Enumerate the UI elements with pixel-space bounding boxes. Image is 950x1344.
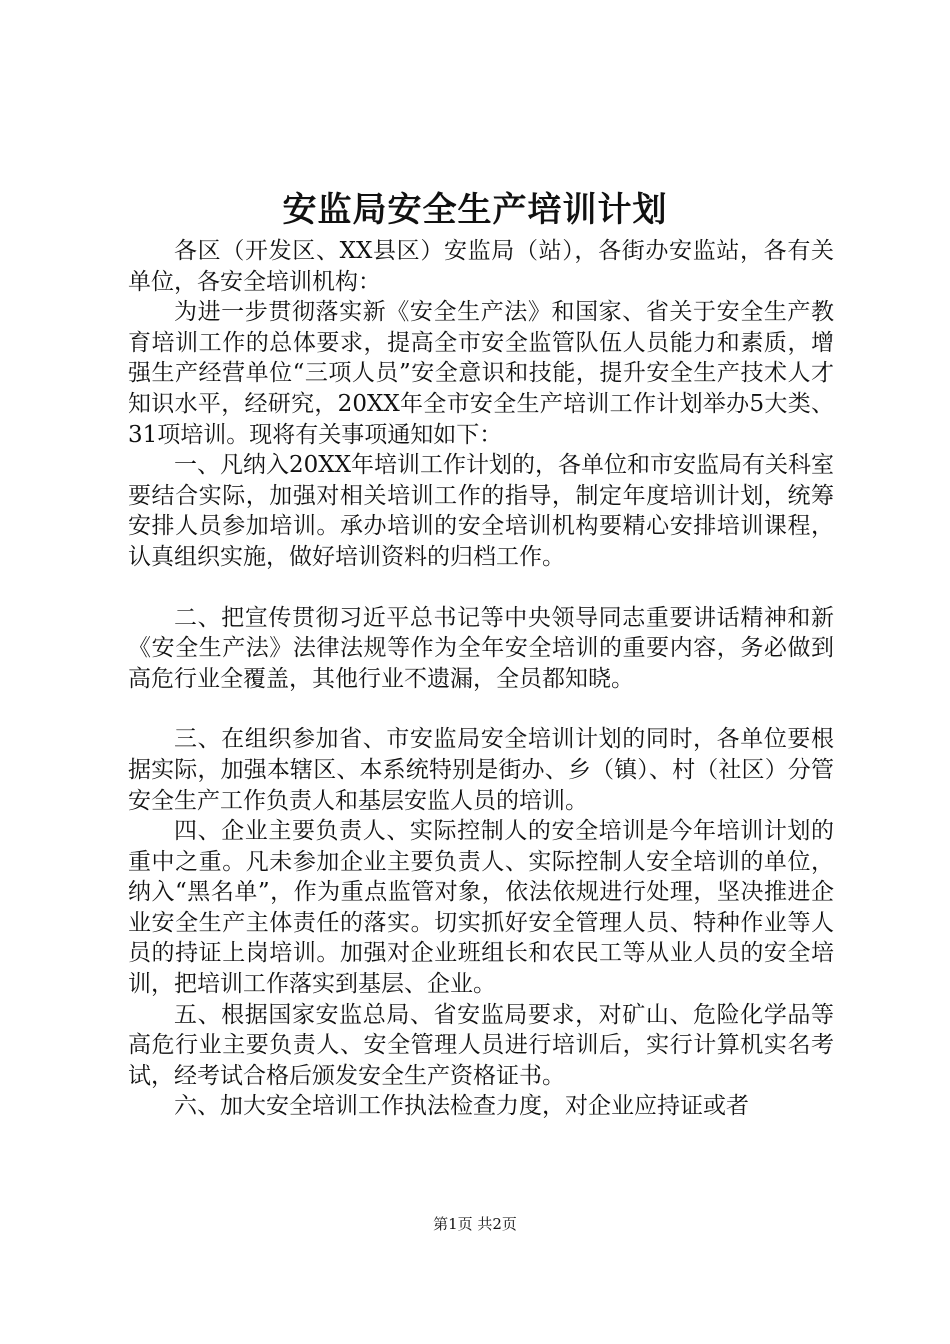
paragraph-item-2: 二、把宣传贯彻习近平总书记等中央领导同志重要讲话精神和新《安全生产法》法律法规等作为全年安全培训的重要内容，务必做到高危行业全覆盖，其他行业不遗漏，全员都知晓。: [128, 604, 834, 692]
paragraph-item-5: 五、根据国家安监总局、省安监局要求，对矿山、危险化学品等高危行业主要负责人、安全管理人员进行培训后，实行计算机实名考试，经考试合格后颁发安全生产资格证书。: [128, 1001, 834, 1089]
page-number-footer: 第1页 共2页: [433, 1215, 517, 1233]
paragraph-item-1: 一、凡纳入20XX年培训工作计划的，各单位和市安监局有关科室要结合实际，加强对相关培训工作的指导，制定年度培训计划，统筹安排人员参加培训。承办培训的安全培训机构要精心安排培训课程，认真组织实施，做好培训资料的归档工作。: [128, 452, 835, 570]
paragraph-item-3: 三、在组织参加省、市安监局安全培训计划的同时，各单位要根据实际，加强本辖区、本系统特别是街办、乡（镇）、村（社区）分管安全生产工作负责人和基层安监人员的培训。: [128, 726, 834, 814]
salutation: 各区（开发区、XX县区）安监局（站），各街办安监站，各有关单位，各安全培训机构：: [128, 238, 834, 295]
paragraph-item-6: 六、加大安全培训工作执法检查力度，对企业应持证或者: [174, 1093, 749, 1120]
paragraph-item-4: 四、企业主要负责人、实际控制人的安全培训是今年培训计划的重中之重。凡未参加企业主要负责人、实际控制人安全培训的单位，纳入“黑名单”，作为重点监管对象，依法依规进行处理，坚决推进企业安全生产主体责任的落实。切实抓好安全管理人员、特种作业等人员的持证上岗培训。加强对企业班组长和农民工等从业人员的安全培训，把培训工作落实到基层、企业。: [128, 818, 834, 998]
intro-paragraph: 为进一步贯彻落实新《安全生产法》和国家、省关于安全生产教育培训工作的总体要求，提高全市安全监管队伍人员能力和素质，增强生产经营单位“三项人员”安全意识和技能，提升安全生产技术人才知识水平，经研究，20XX年全市安全生产培训工作计划举办5大类、31项培训。现将有关事项通知如下：: [128, 299, 834, 448]
document-body: [128, 236, 834, 1122]
document-title: 安监局安全生产培训计划: [282, 190, 668, 230]
